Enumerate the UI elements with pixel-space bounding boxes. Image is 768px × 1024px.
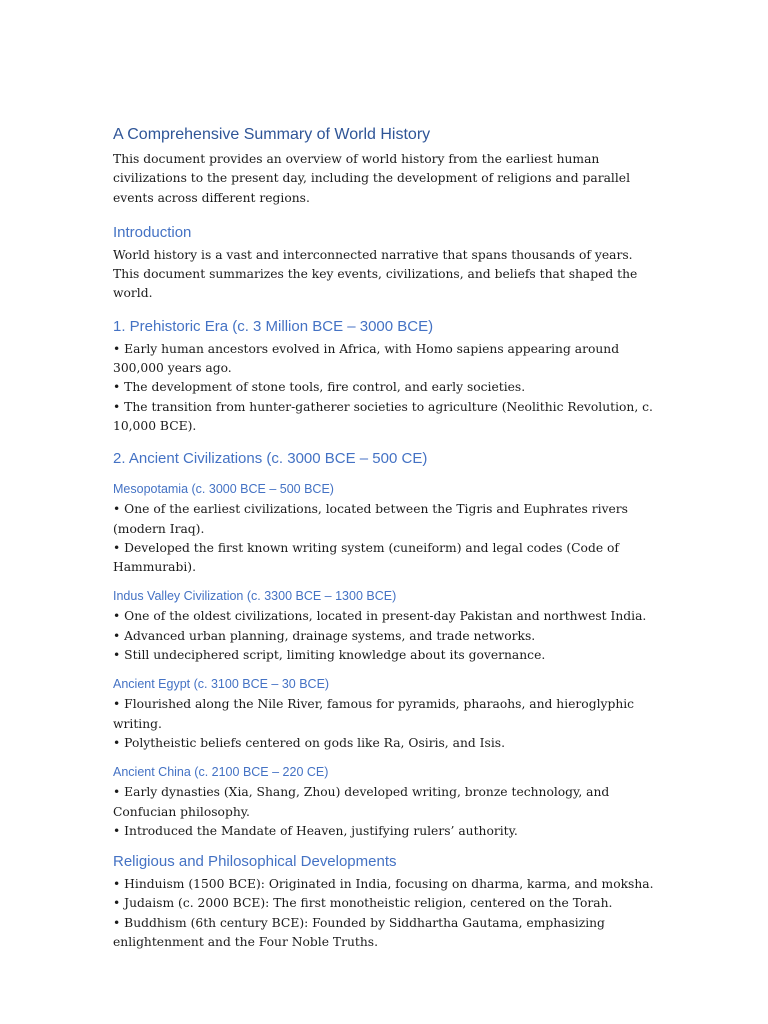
intro-paragraph: This document provides an overview of world history from the earliest human civilizations to the present day, including the development of religions and parallel events across different regions. bbox=[113, 152, 630, 205]
bullet-item: • Polytheistic beliefs centered on gods like Ra, Osiris, and Isis. bbox=[113, 735, 505, 750]
ancient-egypt-heading: Ancient Egypt (c. 3100 BCE – 30 BCE) bbox=[113, 677, 330, 692]
bullet-item: • Introduced the Mandate of Heaven, justifying rulers’ authority. bbox=[113, 823, 518, 838]
religious-developments-heading: Religious and Philosophical Developments bbox=[113, 853, 397, 871]
document-title: A Comprehensive Summary of World History bbox=[113, 126, 431, 143]
mesopotamia-heading: Mesopotamia (c. 3000 BCE – 500 BCE) bbox=[113, 482, 334, 497]
bullet-item: • One of the earliest civilizations, located between the Tigris and Euphrates rivers (modern Iraq). bbox=[113, 502, 628, 536]
prehistoric-heading: 1. Prehistoric Era (c. 3 Million BCE – 3000 BCE) bbox=[113, 317, 434, 335]
bullet-item: • Developed the first known writing system (cuneiform) and legal codes (Code of Hammurabi). bbox=[113, 540, 619, 575]
introduction-text: World history is a vast and interconnected narrative that spans thousands of years. This document summarizes the key events, civilizations, and beliefs that shaped the world. bbox=[113, 247, 638, 301]
bullet-item: • Still undeciphered script, limiting knowledge about its governance. bbox=[113, 648, 546, 663]
ancient-china-heading: Ancient China (c. 2100 BCE – 220 CE) bbox=[113, 765, 329, 780]
document-body bbox=[113, 124, 658, 952]
introduction-heading: Introduction bbox=[113, 223, 192, 241]
indus-valley-heading: Indus Valley Civilization (c. 3300 BCE – 1300 BCE) bbox=[113, 589, 397, 604]
bullet-item: • Advanced urban planning, drainage systems, and trade networks. bbox=[113, 628, 536, 643]
bullet-item: • The transition from hunter-gatherer societies to agriculture (Neolithic Revolution, c. 10,000 BCE). bbox=[113, 399, 653, 433]
bullet-item: • Flourished along the Nile River, famous for pyramids, pharaohs, and hieroglyphic writing. bbox=[113, 697, 635, 731]
bullet-item: • Early dynasties (Xia, Shang, Zhou) developed writing, bronze technology, and Confucian philosophy. bbox=[113, 785, 610, 819]
bullet-item: • Hinduism (1500 BCE): Originated in India, focusing on dharma, karma, and moksha. bbox=[113, 877, 654, 892]
bullet-item: • Judaism (c. 2000 BCE): The first monotheistic religion, centered on the Torah. bbox=[113, 896, 613, 911]
ancient-civilizations-heading: 2. Ancient Civilizations (c. 3000 BCE – 500 CE) bbox=[113, 450, 428, 468]
bullet-item: • Buddhism (6th century BCE): Founded by Siddhartha Gautama, emphasizing enlightenment and the Four Noble Truths. bbox=[113, 915, 605, 950]
bullet-item: • One of the oldest civilizations, located in present-day Pakistan and northwest India. bbox=[113, 609, 647, 624]
bullet-item: • The development of stone tools, fire control, and early societies. bbox=[113, 380, 526, 395]
bullet-item: • Early human ancestors evolved in Africa, with Homo sapiens appearing around 300,000 years ago. bbox=[113, 341, 620, 376]
